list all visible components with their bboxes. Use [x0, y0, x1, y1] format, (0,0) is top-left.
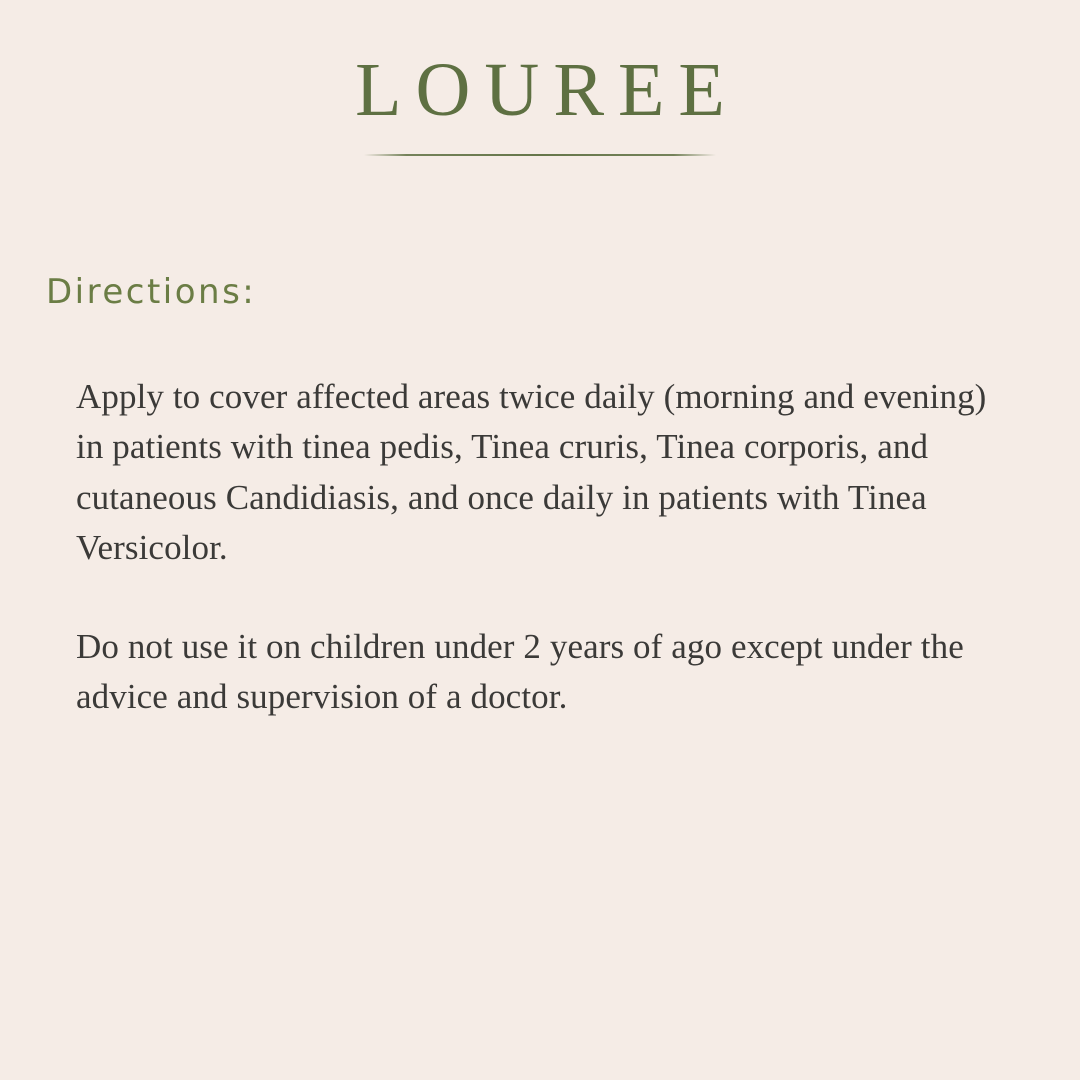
brand-header [0, 48, 1080, 156]
directions-paragraph-2: Do not use it on children under 2 years of ago except under the advice and supervision of a doctor. [76, 626, 964, 716]
brand-divider [364, 154, 716, 156]
directions-paragraph-1: Apply to cover affected areas twice daily (morning and evening) in patients with tinea pedis, Tinea cruris, Tinea corporis, and cutaneous Candidiasis, and once daily in patients with Tinea Versicolor. [76, 377, 987, 568]
brand-wordmark: LOUREE [355, 48, 739, 132]
paragraph-list [76, 372, 1006, 722]
page-title: Directions: [46, 272, 257, 312]
directions-content [46, 272, 1038, 722]
